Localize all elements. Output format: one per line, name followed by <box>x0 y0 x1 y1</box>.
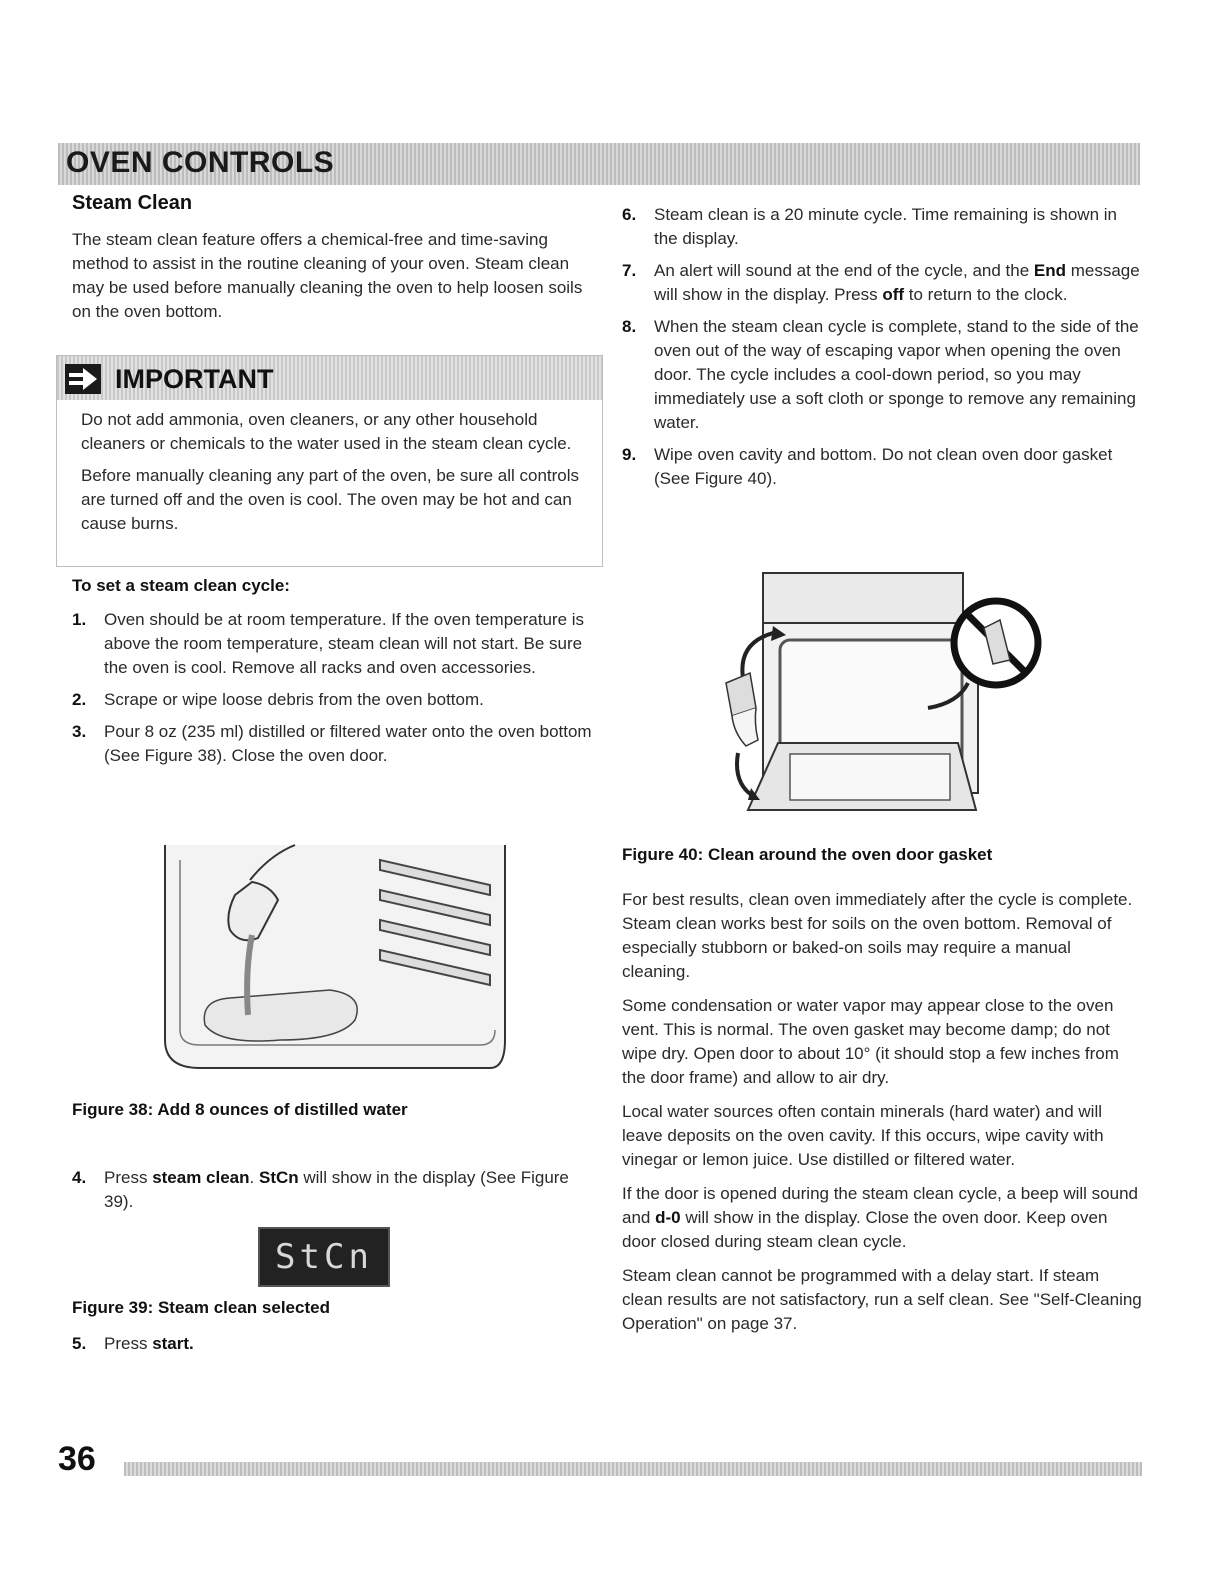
intro-paragraph: The steam clean feature offers a chemical-free and time-saving method to assist in the routine cleaning of your oven. Steam clean may be used before manually cleaning the oven to help loosen soils on the oven bottom. <box>72 230 583 321</box>
footer-bar <box>124 1462 1142 1476</box>
figure-39-caption: Figure 39: Steam clean selected <box>72 1298 330 1317</box>
notes-paragraph-1: For best results, clean oven immediately after the cycle is complete. Steam clean works best for soils on the oven bottom. Removal of especially stubborn or baked-on soils may require a manual cleaning. <box>622 890 1133 981</box>
important-body <box>81 408 589 544</box>
figure-38-illustration <box>160 840 510 1072</box>
important-header <box>57 356 602 400</box>
notes-paragraph-5: Steam clean cannot be programmed with a delay start. If steam clean results are not satisfactory, run a self clean. See "Self-Cleaning Operation" on page 37. <box>622 1266 1142 1333</box>
steps-list-right <box>622 203 1142 499</box>
page-number: 36 <box>58 1440 96 1478</box>
list-item: 7. An alert will sound at the end of the cycle, and the End message will show in the display. Press off to return to the clock. <box>622 261 1140 304</box>
figure-40-illustration <box>718 568 1048 830</box>
important-title: IMPORTANT <box>115 364 274 394</box>
important-paragraph-1: Do not add ammonia, oven cleaners, or any other household cleaners or chemicals to the water used in the steam clean cycle. <box>81 410 572 453</box>
display-text: StCn <box>275 1237 373 1277</box>
list-item: 9. Wipe oven cavity and bottom. Do not clean oven door gasket (See Figure 40). <box>622 445 1113 488</box>
list-item: 4. Press steam clean. StCn will show in the display (See Figure 39). <box>72 1168 569 1211</box>
section-title: OVEN CONTROLS <box>66 146 335 179</box>
step-5 <box>72 1332 592 1364</box>
notes-paragraph-4: If the door is opened during the steam clean cycle, a beep will sound and d-0 will show in the display. Close the oven door. Keep oven door closed during steam clean cycle. <box>622 1184 1138 1251</box>
list-item: 8. When the steam clean cycle is complete, stand to the side of the oven out of the way of escaping vapor when opening the oven door. The cycle includes a cool-down period, so you may immediately use a soft cloth or sponge to remove any remaining water. <box>622 317 1139 432</box>
steps-list-left <box>72 608 592 776</box>
section-banner <box>58 143 1140 185</box>
step-4 <box>72 1166 602 1222</box>
oven-display <box>258 1227 390 1287</box>
steam-clean-heading: Steam Clean <box>72 192 193 214</box>
figure-40-caption: Figure 40: Clean around the oven door gasket <box>622 845 993 864</box>
important-paragraph-2: Before manually cleaning any part of the oven, be sure all controls are turned off and the oven is cool. The oven may be hot and can cause burns. <box>81 466 580 533</box>
arrow-right-icon <box>65 364 101 394</box>
important-box <box>56 355 603 567</box>
list-item: 1. Oven should be at room temperature. If the oven temperature is above the room temperature, steam clean will not start. Be sure the oven is cool. Remove all racks and oven accessories. <box>72 610 585 677</box>
notes-section <box>622 888 1142 1336</box>
list-item: 3. Pour 8 oz (235 ml) distilled or filtered water onto the oven bottom (See Figure 38). Close the oven door. <box>72 722 592 765</box>
list-item: 2. Scrape or wipe loose debris from the oven bottom. <box>72 690 484 709</box>
notes-paragraph-2: Some condensation or water vapor may appear close to the oven vent. This is normal. The oven gasket may become damp; do not wipe dry. Open door to about 10° (it should stop a few inches from the door frame) and allow to air dry. <box>622 996 1119 1087</box>
figure-38-caption: Figure 38: Add 8 ounces of distilled water <box>72 1100 408 1119</box>
list-item: 6. Steam clean is a 20 minute cycle. Time remaining is shown in the display. <box>622 205 1117 248</box>
set-cycle-subheading: To set a steam clean cycle: <box>72 576 290 595</box>
list-item: 5. Press start. <box>72 1334 194 1353</box>
notes-paragraph-3: Local water sources often contain minerals (hard water) and will leave deposits on the oven cavity. If this occurs, wipe cavity with vinegar or lemon juice. Use distilled or filtered water. <box>622 1102 1104 1169</box>
